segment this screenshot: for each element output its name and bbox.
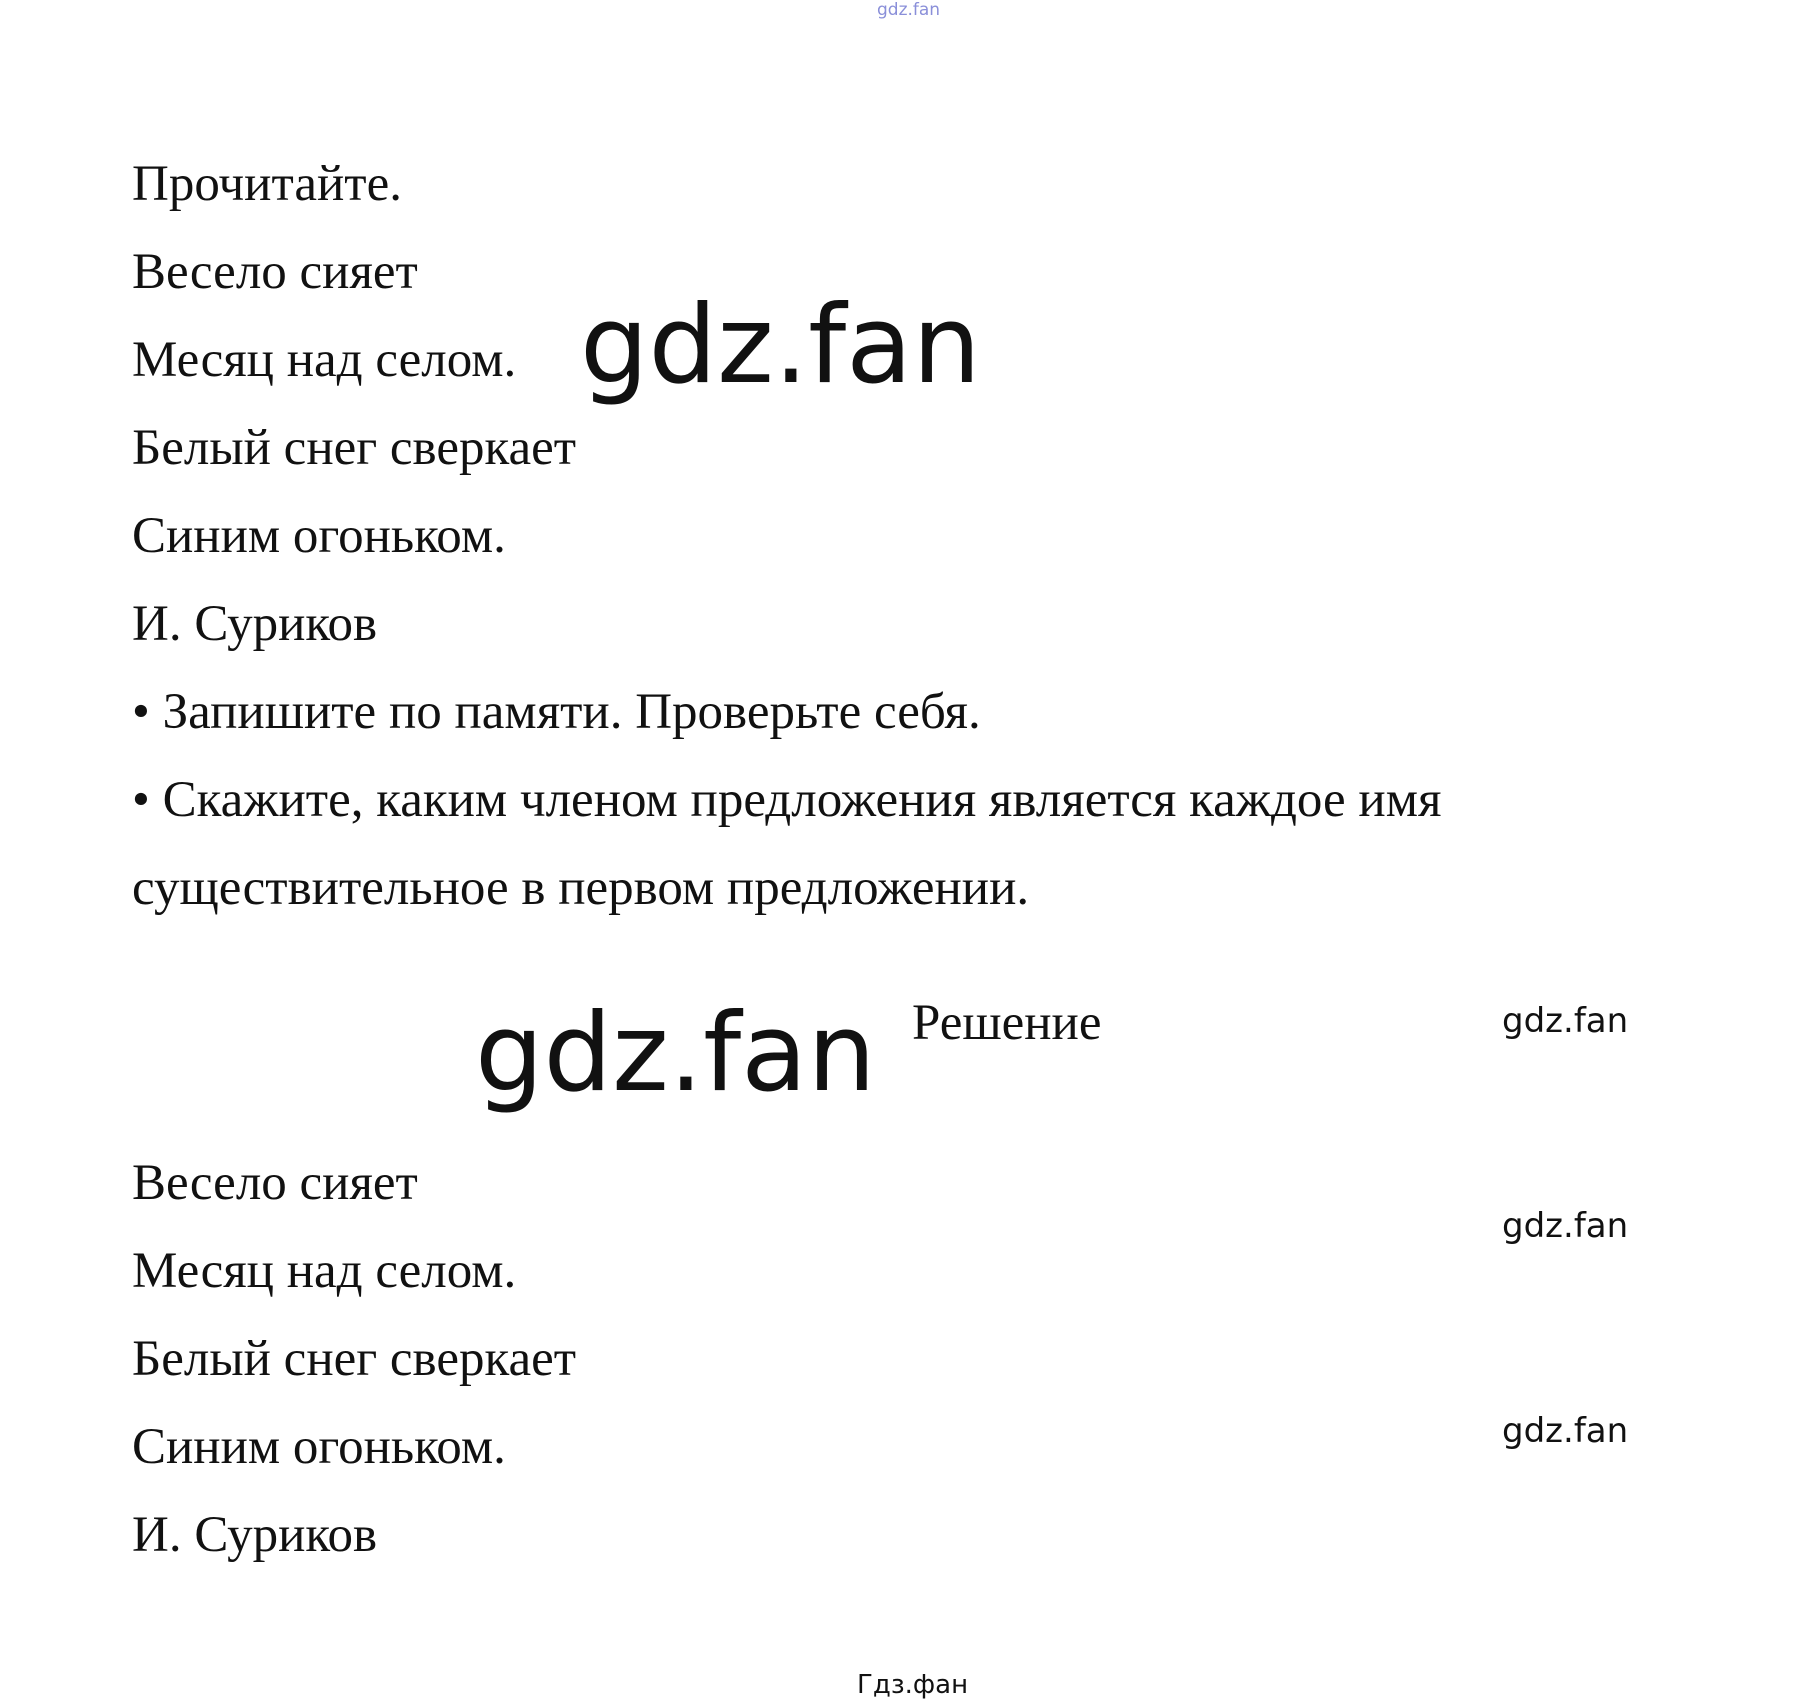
task-poem-line-2: Месяц над селом. — [132, 332, 517, 388]
task-bullet-1: • Запишите по памяти. Проверьте себя. — [132, 684, 981, 740]
task-author: И. Суриков — [132, 596, 378, 652]
task-poem-line-3: Белый снег сверкает — [132, 420, 577, 476]
solution-poem-line-2: Месяц над селом. — [132, 1243, 517, 1299]
solution-poem-line-1: Весело сияет — [132, 1155, 418, 1211]
solution-poem-line-4: Синим огоньком. — [132, 1419, 506, 1475]
solution-heading: Решение — [912, 995, 1102, 1051]
watermark-large-1: gdz.fan — [580, 283, 981, 408]
task-bullet-2-continuation: существительное в первом предложении. — [132, 860, 1030, 916]
task-bullet-2: • Скажите, каким членом предложения является каждое имя — [132, 772, 1442, 828]
footer-watermark: Гдз.фан — [857, 1670, 969, 1700]
task-poem-line-1: Весело сияет — [132, 244, 418, 300]
watermark-side-3: gdz.fan — [1502, 1411, 1629, 1451]
solution-author: И. Суриков — [132, 1507, 378, 1563]
watermark-side-2: gdz.fan — [1502, 1206, 1629, 1246]
solution-poem-line-3: Белый снег сверкает — [132, 1331, 577, 1387]
task-instruction: Прочитайте. — [132, 156, 402, 212]
watermark-side-1: gdz.fan — [1502, 1001, 1629, 1041]
task-poem-line-4: Синим огоньком. — [132, 508, 506, 564]
watermark-large-2: gdz.fan — [475, 991, 876, 1116]
watermark-top: gdz.fan — [877, 0, 941, 20]
